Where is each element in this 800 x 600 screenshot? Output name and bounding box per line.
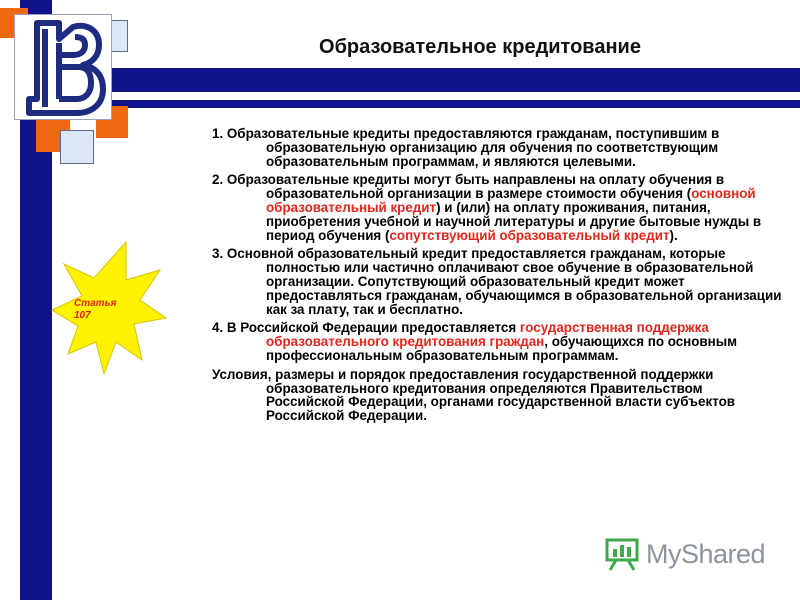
main-content (212, 127, 782, 428)
article-paragraph-4 (212, 321, 782, 362)
paragraph-text: ). (669, 227, 678, 243)
highlighted-term: государственная поддержка образовательного кредитования граждан (266, 320, 709, 350)
blue-square-decor (60, 130, 94, 164)
paragraph-text: 1. Образовательные кредиты предоставляются гражданам, поступившим в образовательную организацию для обучения по соответствующим образовательным программам, и являются целевыми. (212, 126, 720, 169)
watermark-text-part2: Shared (681, 538, 766, 569)
myshared-watermark (604, 536, 774, 572)
top-navy-bar (52, 68, 800, 92)
article-paragraph-1 (212, 127, 782, 168)
watermark-text (646, 539, 765, 570)
paragraph-text: , обучающихся по основным профессиональным образовательным программам. (266, 334, 738, 363)
paragraph-text: 2. Образовательные кредиты могут быть направлены на оплату обучения в образовательной организации в размере стоимости обучения ( (212, 172, 725, 202)
paragraph-text: 4. В Российской Федерации предоставляется (212, 320, 520, 336)
page-title: Образовательное кредитование (319, 36, 641, 58)
paragraph-text: ) и (или) на оплату проживания, питания, приобретения учебной и научной литературы и другие бытовые нужды в период обучения ( (266, 199, 762, 243)
hse-logo-icon (15, 15, 111, 119)
article-paragraph-2 (212, 173, 782, 242)
top-navy-stripe (52, 100, 800, 108)
article-label: Статья 107 (74, 298, 117, 321)
article-paragraph-5 (212, 368, 782, 423)
highlighted-term: сопутствующий образовательный кредит (389, 227, 670, 243)
highlighted-term: основной образовательный кредит (266, 186, 756, 215)
watermark-text-part1: My (646, 538, 681, 569)
presentation-board-icon (604, 537, 640, 571)
hse-logo (14, 14, 112, 120)
article-paragraph-3 (212, 247, 782, 316)
paragraph-text: 3. Основной образовательный кредит предоставляется гражданам, которые полностью или частично оплачивают свое обучение в образовательной организации. Сопутствующий образовательный кредит может предоставляться гражданам, обучающимся в образовательной организации как за плату, так и бесплатно. (212, 246, 782, 317)
paragraph-text: Условия, размеры и порядок предоставления государственной поддержки образовательного кредитования определяются Правительством Российской Федерации, органами государственной власти субъектов Российской Федерации. (212, 366, 735, 424)
